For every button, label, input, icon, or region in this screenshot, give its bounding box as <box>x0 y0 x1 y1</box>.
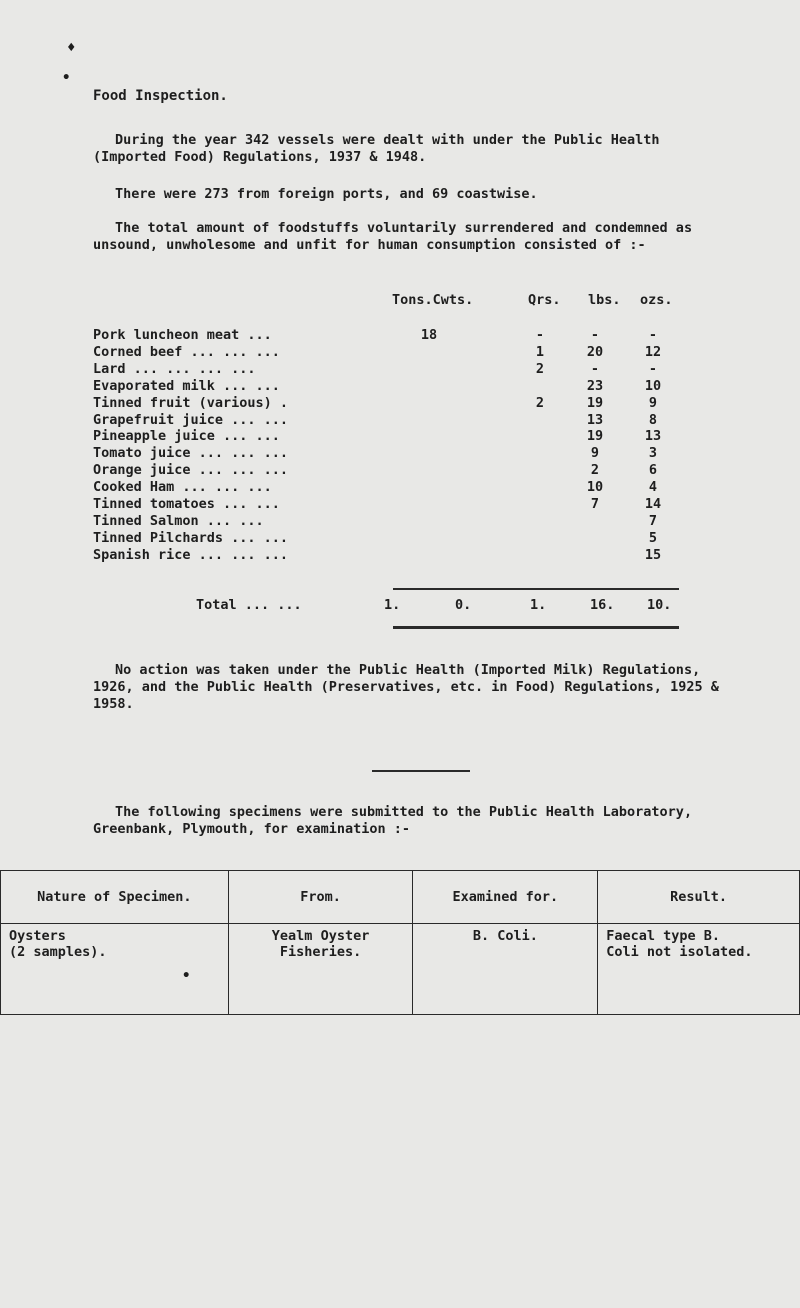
item-label: Tinned tomatoes ... ... <box>93 496 280 512</box>
section-divider <box>372 770 470 772</box>
item-ozs: 12 <box>644 344 662 360</box>
total-top-rule <box>393 588 679 590</box>
item-label: Tinned Salmon ... ... <box>93 513 264 529</box>
table-row <box>1 924 800 1015</box>
item-qrs: 2 <box>535 361 545 377</box>
specimens-table <box>0 870 800 1015</box>
item-ozs: 9 <box>648 395 658 411</box>
item-label: Cooked Ham ... ... ... <box>93 479 272 495</box>
item-label: Corned beef ... ... ... <box>93 344 280 360</box>
item-lbs: 20 <box>586 344 604 360</box>
item-qrs: 2 <box>535 395 545 411</box>
total-qrs: 1. <box>530 597 547 613</box>
intro-paragraph-2: There were 273 from foreign ports, and 69 coastwise. <box>115 186 538 202</box>
item-lbs: 23 <box>586 378 604 394</box>
item-ozs: 6 <box>648 462 658 478</box>
item-qrs: 1 <box>535 344 545 360</box>
intro-paragraph-3: The total amount of foodstuffs voluntarily surrendered and condemned as unsound, unwholesome and unfit for human consumption consisted of :- <box>93 220 693 253</box>
item-lbs: - <box>590 361 600 377</box>
item-lbs: 7 <box>590 496 600 512</box>
cell-examined: B. Coli. <box>413 924 598 1015</box>
item-ozs: 10 <box>644 378 662 394</box>
col-header-ozs: ozs. <box>640 292 673 308</box>
specimens-header-row <box>1 871 800 924</box>
no-action-paragraph: No action was taken under the Public Health (Imported Milk) Regulations, 1926, and the Public Health (Preservatives, etc. in Food) Regulations, 1925 & 1958. <box>93 662 719 712</box>
item-label: Tinned fruit (various) . <box>93 395 289 411</box>
item-label: Pineapple juice ... ... <box>93 428 280 444</box>
item-ozs: - <box>648 327 658 343</box>
margin-mark: • <box>62 70 71 86</box>
cell-nature: Oysters (2 samples). <box>1 924 229 1015</box>
cell-from: Yealm Oyster Fisheries. <box>228 924 413 1015</box>
item-lbs: 10 <box>586 479 604 495</box>
item-label: Orange juice ... ... ... <box>93 462 289 478</box>
item-label: Pork luncheon meat ... <box>93 327 272 343</box>
header-result: Result. <box>598 871 800 924</box>
item-lbs: 2 <box>590 462 600 478</box>
item-ozs: 5 <box>648 530 658 546</box>
specimens-intro: The following specimens were submitted to the Public Health Laboratory, Greenbank, Plymouth, for examination :- <box>93 804 693 837</box>
total-ozs: 10. <box>647 597 672 613</box>
item-ozs: 8 <box>648 412 658 428</box>
col-header-lbs: lbs. <box>588 292 621 308</box>
margin-mark: ♦ <box>67 40 76 56</box>
page-heading: Food Inspection. <box>93 88 228 104</box>
item-label: Tinned Pilchards ... ... <box>93 530 289 546</box>
item-label: Spanish rice ... ... ... <box>93 547 289 563</box>
header-from: From. <box>228 871 413 924</box>
item-qrs: - <box>535 327 545 343</box>
item-lbs: 19 <box>586 428 604 444</box>
item-ozs: 3 <box>648 445 658 461</box>
item-ozs: 14 <box>644 496 662 512</box>
item-ozs: 13 <box>644 428 662 444</box>
col-header-tons-cwts: Tons.Cwts. <box>392 292 474 308</box>
total-cwts: 0. <box>455 597 472 613</box>
header-nature: Nature of Specimen. <box>1 871 229 924</box>
item-label: Lard ... ... ... ... <box>93 361 256 377</box>
item-label: Evaporated milk ... ... <box>93 378 280 394</box>
item-lbs: 9 <box>590 445 600 461</box>
item-ozs: 15 <box>644 547 662 563</box>
item-lbs: 13 <box>586 412 604 428</box>
item-lbs: 19 <box>586 395 604 411</box>
total-lbs: 16. <box>590 597 615 613</box>
col-header-qrs: Qrs. <box>528 292 561 308</box>
intro-paragraph-1: During the year 342 vessels were dealt with under the Public Health (Imported Food) Regulations, 1937 & 1948. <box>93 132 660 165</box>
total-label: Total ... ... <box>196 597 302 613</box>
item-cwts: 18 <box>420 327 438 343</box>
item-lbs: - <box>590 327 600 343</box>
item-ozs: - <box>648 361 658 377</box>
total-tons: 1. <box>384 597 401 613</box>
item-ozs: 7 <box>648 513 658 529</box>
margin-mark: • <box>182 968 191 984</box>
item-ozs: 4 <box>648 479 658 495</box>
total-bottom-rule <box>393 626 679 629</box>
cell-result: Faecal type B. Coli not isolated. <box>598 924 800 1015</box>
header-examined: Examined for. <box>413 871 598 924</box>
item-label: Tomato juice ... ... ... <box>93 445 289 461</box>
item-label: Grapefruit juice ... ... <box>93 412 289 428</box>
